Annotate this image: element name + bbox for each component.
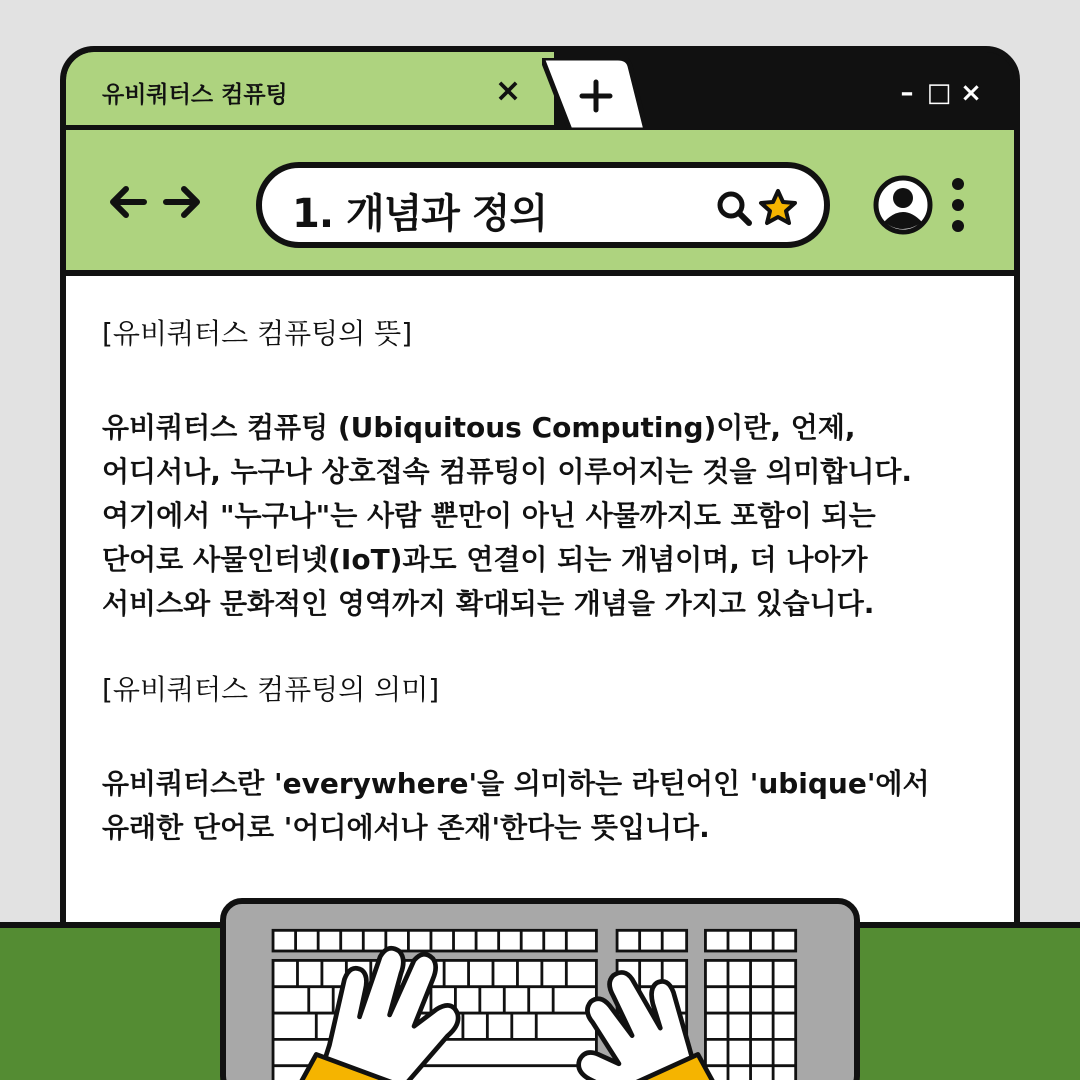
section-title-meaning: [유비쿼터스 컴퓨팅의 뜻] (102, 317, 413, 350)
browser-window (60, 46, 1020, 1046)
paragraph-line: 어디서나, 누구나 상호접속 컴퓨팅이 이루어지는 것을 의미합니다. (102, 455, 913, 488)
kebab-icon[interactable] (948, 174, 968, 236)
paragraph-line: 유비쿼터스 컴퓨팅 (Ubiquitous Computing)이란, 언제, (102, 411, 856, 444)
navigation-bar (66, 130, 1014, 276)
minimize-icon[interactable]: – (900, 78, 914, 108)
address-text: 1. 개념과 정의 (292, 191, 548, 237)
arrow-left-icon[interactable] (106, 180, 150, 224)
paragraph-line: 단어로 사물인터넷(IoT)과도 연결이 되는 개념이며, 더 나아가 (102, 543, 868, 576)
star-icon[interactable] (758, 188, 798, 228)
search-icon[interactable] (714, 188, 754, 228)
tab-close-icon[interactable]: × (494, 71, 522, 109)
paragraph-line: 유래한 단어로 '어디에서나 존재'한다는 뜻입니다. (102, 811, 710, 844)
paragraph-line: 여기에서 "누구나"는 사람 뿐만이 아닌 사물까지도 포함이 되는 (102, 499, 876, 532)
tab-title: 유비쿼터스 컴퓨팅 (102, 82, 288, 108)
arrow-right-icon[interactable] (160, 180, 204, 224)
tab-bar (66, 52, 1014, 130)
keyboard-illustration (220, 898, 860, 1080)
active-tab[interactable] (66, 52, 560, 130)
paragraph-line: 유비쿼터스란 'everywhere'을 의미하는 라틴어인 'ubique'에서 (102, 767, 930, 800)
address-bar[interactable] (256, 162, 830, 248)
new-tab-button[interactable] (542, 58, 646, 130)
window-close-icon[interactable]: × (960, 78, 982, 108)
maximize-icon[interactable]: □ (926, 78, 952, 108)
user-icon[interactable] (872, 174, 934, 236)
paragraph-line: 서비스와 문화적인 영역까지 확대되는 개념을 가지고 있습니다. (102, 587, 875, 620)
section-title-significance: [유비쿼터스 컴퓨팅의 의미] (102, 673, 440, 706)
